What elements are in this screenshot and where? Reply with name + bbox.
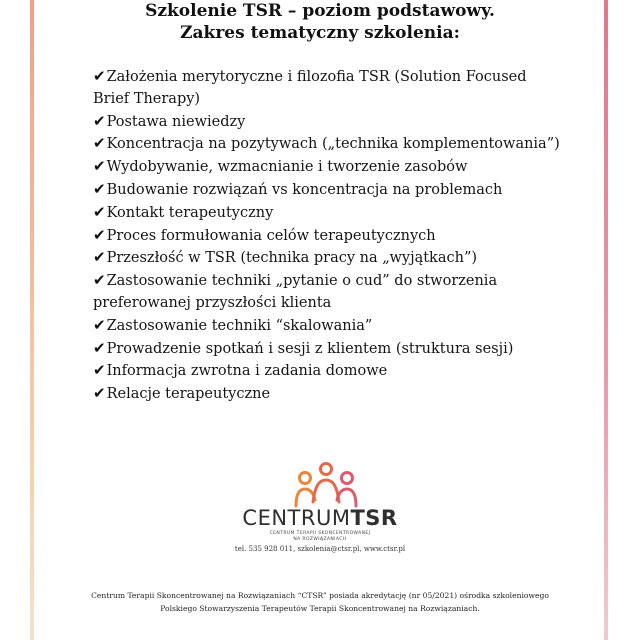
checkmark-icon: ✔ bbox=[93, 134, 106, 153]
list-item-text: Budowanie rozwiązań vs koncentracja na problemach bbox=[106, 181, 503, 198]
list-item-text: Informacja zwrotna i zadania domowe bbox=[106, 363, 388, 380]
list-item-text: Prowadzenie spotkań i sesji z klientem (struktura sesji) bbox=[106, 340, 514, 357]
ctsr-logo-mark bbox=[293, 462, 359, 508]
list-item bbox=[93, 225, 563, 248]
footer-line1: Centrum Terapii Skoncentrowanej na Rozwiązaniach “CTSR” posiada akredytację (nr 05/2021) ośrodka szkoleniowego bbox=[91, 591, 549, 600]
logo-wordmark-bold: TSR bbox=[350, 506, 398, 530]
accreditation-footer bbox=[60, 589, 580, 615]
right-border bbox=[604, 0, 608, 640]
logo-head-right bbox=[342, 473, 353, 484]
checkmark-icon: ✔ bbox=[93, 271, 106, 290]
logo-head-left bbox=[300, 473, 311, 484]
checkmark-icon: ✔ bbox=[93, 202, 106, 221]
logo-body-middle bbox=[313, 480, 339, 502]
list-item bbox=[93, 202, 563, 225]
checkmark-icon: ✔ bbox=[93, 157, 106, 176]
list-item-text: Koncentracja na pozytywach („technika komplementowania”) bbox=[106, 136, 560, 153]
checkmark-icon: ✔ bbox=[93, 67, 106, 85]
list-item bbox=[93, 156, 563, 179]
document-subtitle: Zakres tematyczny szkolenia: bbox=[180, 23, 460, 43]
list-item-text: Wydobywanie, wzmacnianie i tworzenie zasobów bbox=[106, 159, 468, 176]
logo-figure-middle bbox=[313, 464, 339, 503]
list-item-text: Przeszłość w TSR (technika pracy na „wyjątkach”) bbox=[106, 250, 478, 267]
list-item-text: Relacje terapeutyczne bbox=[106, 386, 271, 403]
checkmark-icon: ✔ bbox=[93, 384, 106, 403]
logo-subtitle-line2: NA ROZWIĄZANIACH bbox=[293, 537, 347, 542]
list-item-text: Postawa niewiedzy bbox=[106, 113, 246, 130]
footer-line2: Polskiego Stowarzyszenia Terapeutów Terapii Skoncentrowanej na Rozwiązaniach. bbox=[160, 604, 480, 613]
contact-info: tel. 535 928 011, szkolenia@ctsr.pl, www.ctsr.pl bbox=[234, 545, 406, 553]
list-item-text: Założenia merytoryczne i filozofia TSR (Solution Focused Brief Therapy) bbox=[93, 69, 527, 107]
logo-subtitle bbox=[200, 531, 440, 543]
list-item-text: Zastosowanie techniki “skalowania” bbox=[106, 317, 373, 334]
logo-head-middle bbox=[321, 464, 332, 475]
list-item bbox=[93, 315, 563, 338]
list-item bbox=[93, 270, 563, 315]
logo-wordmark bbox=[200, 506, 440, 530]
list-item-text: Zastosowanie techniki „pytanie o cud” do stworzenia preferowanej przyszłości klienta bbox=[93, 273, 498, 311]
logo-wordmark-regular: CENTRUM bbox=[242, 506, 351, 530]
document-title: Szkolenie TSR – poziom podstawowy. bbox=[145, 1, 495, 21]
checkmark-icon: ✔ bbox=[93, 225, 106, 244]
list-item-text: Kontakt terapeutyczny bbox=[106, 204, 274, 221]
list-item bbox=[93, 247, 563, 270]
checkmark-icon: ✔ bbox=[93, 315, 106, 334]
left-border bbox=[30, 0, 34, 640]
list-item bbox=[93, 179, 563, 202]
checkmark-icon: ✔ bbox=[93, 111, 106, 130]
checkmark-icon: ✔ bbox=[93, 338, 106, 357]
checkmark-icon: ✔ bbox=[93, 248, 106, 267]
list-item bbox=[93, 133, 563, 156]
logo-subtitle-line1: CENTRUM TERAPII SKONCENTROWANEJ bbox=[269, 531, 371, 536]
list-item bbox=[93, 66, 563, 111]
list-item-text: Proces formułowania celów terapeutycznych bbox=[106, 227, 436, 244]
list-item bbox=[93, 360, 563, 383]
list-item bbox=[93, 383, 563, 406]
list-item bbox=[93, 111, 563, 134]
list-item bbox=[93, 338, 563, 361]
checkmark-icon: ✔ bbox=[93, 179, 106, 198]
topic-list bbox=[93, 66, 563, 406]
checkmark-icon: ✔ bbox=[93, 361, 106, 380]
